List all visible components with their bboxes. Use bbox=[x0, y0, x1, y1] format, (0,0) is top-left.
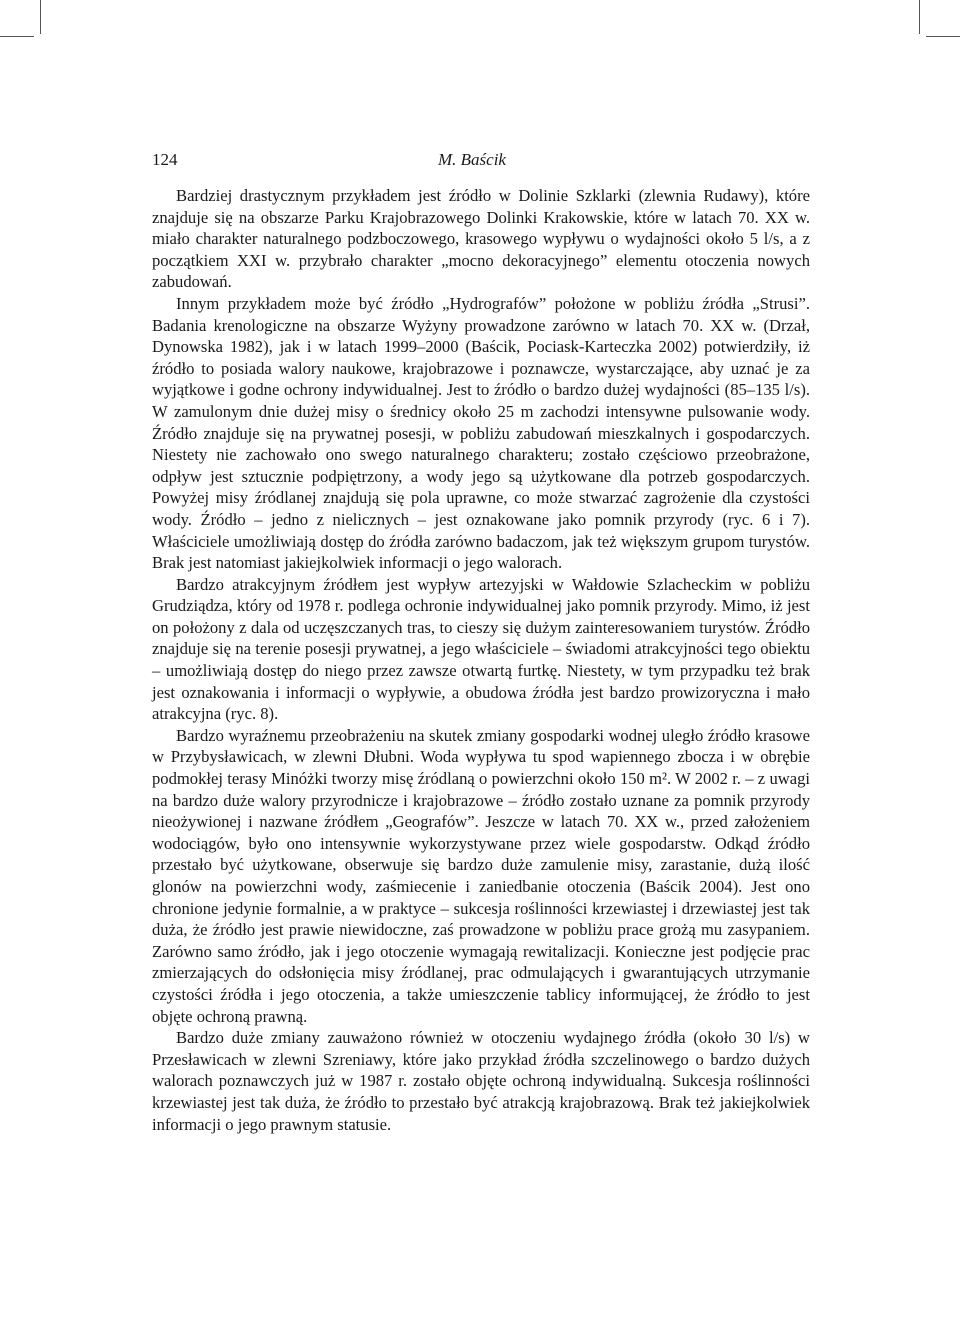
page-number: 124 bbox=[152, 150, 178, 169]
paragraph: Bardziej drastycznym przykładem jest źródło w Dolinie Szklarki (zlewnia Rudawy), które znajduje się na obszarze Parku Krajobrazowego Dolinki Krakowskie, które w latach 70. XX w. miało charakter naturalnego podzboczowego, krasowego wypływu o wydajności około 5 l/s, a z początkiem XXI w. przybrało charakter „mocno dekoracyjnego” elementu otoczenia nowych zabudowań. bbox=[152, 186, 810, 292]
paragraph: Bardzo duże zmiany zauważono również w otoczeniu wydajnego źródła (około 30 l/s) w Przesławicach w zlewni Szreniawy, które jako przykład źródła szczelinowego o bardzo dużych walorach poznawczych już w 1987 r. zostało objęte ochroną indywidualną. Sukcesja roślinności krzewiastej jest tak duża, że źródło to przestało być atrakcją krajobrazową. Brak też jakiejkolwiek informacji o jego prawnym statusie. bbox=[152, 1028, 810, 1134]
running-head: M. Baścik bbox=[438, 150, 506, 169]
crop-mark-top-right bbox=[926, 36, 960, 37]
page-header bbox=[152, 150, 810, 174]
crop-mark-top-right bbox=[919, 0, 920, 34]
paragraph: Bardzo atrakcyjnym źródłem jest wypływ artezyjski w Wałdowie Szlacheckim w pobliżu Grudziądza, który od 1978 r. podlega ochronie indywidualnej jako pomnik przyrody. Mimo, iż jest on położony z dala od uczęszczanych tras, to cieszy się dużym zainteresowaniem turystów. Źródło znajduje się na terenie posesji prywatnej, a jego właściciele – świadomi atrakcyjności tego obiektu – umożliwiają dostęp do niego przez zawsze otwartą furtkę. Niestety, w tym przypadku też brak jest oznakowania i informacji o wypływie, a obudowa źródła jest bardzo prowizoryczna i mało atrakcyjna (ryc. 8). bbox=[152, 574, 810, 724]
crop-mark-top-left bbox=[40, 0, 41, 34]
body-text bbox=[152, 185, 810, 1135]
paragraph: Bardzo wyraźnemu przeobrażeniu na skutek zmiany gospodarki wodnej uległo źródło krasowe w Przybysławicach, w zlewni Dłubni. Woda wypływa tu spod wapiennego zbocza i w obrębie podmokłej terasy Minóżki tworzy misę źródlaną o powierzchni około 150 m². W 2002 r. – z uwagi na bardzo duże walory przyrodnicze i krajobrazowe – źródło zostało uznane za pomnik przyrody nieożywionej i nazwane źródłem „Geografów”. Jeszcze w latach 70. XX w., przed założeniem wodociągów, było ono intensywnie wykorzystywane przez wiele gospodarstw. Odkąd źródło przestało być użytkowane, obserwuje się bardzo duże zamulenie misy, zarastanie, dużą ilość glonów na powierzchni wody, zaśmiecenie i zaniedbanie otoczenia (Baścik 2004). Jest ono chronione jedynie formalnie, a w praktyce – sukcesja roślinności krzewiastej i drzewiastej jest tak duża, że źródło jest prawie niewidoczne, zaś prowadzone w pobliżu prace grożą mu zasypaniem. Zarówno samo źródło, jak i jego otoczenie wymagają rewitalizacji. Konieczne jest podjęcie prac zmierzających do odsłonięcia misy źródlanej, prac odmulających i gwarantujących utrzymanie czystości źródła i jego otoczenia, a także umieszczenie tablicy informującej, że źródło to jest objęte ochroną prawną. bbox=[152, 725, 810, 1026]
paragraph: Innym przykładem może być źródło „Hydrografów” położone w pobliżu źródła „Strusi”. Badania krenologiczne na obszarze Wyżyny prowadzone zarówno w latach 70. XX w. (Drzał, Dynowska 1982), jak i w latach 1999–2000 (Baścik, Pociask-Karteczka 2002) potwierdziły, iż źródło to posiada walory naukowe, krajobrazowe i poznawcze, wystarczające, aby uznać je za wyjątkowe i godne ochrony indywidualnej. Jest to źródło o bardzo dużej wydajności (85–135 l/s). W zamulonym dnie dużej misy o średnicy około 25 m zachodzi intensywne pulsowanie wody. Źródło znajduje się na prywatnej posesji, w pobliżu zabudowań mieszkalnych i gospodarczych. Niestety nie zachowało ono swego naturalnego charakteru; zostało częściowo przeobrażone, odpływ jest sztucznie podpiętrzony, a wody jego są użytkowane dla potrzeb gospodarczych. Powyżej misy źródlanej znajdują się pola uprawne, co może stwarzać zagrożenie dla czystości wody. Źródło – jedno z nielicznych – jest oznakowane jako pomnik przyrody (ryc. 6 i 7). Właściciele umożliwiają dostęp do źródła zarówno badaczom, jak też większym grupom turystów. Brak jest natomiast jakiejkolwiek informacji o jego walorach. bbox=[152, 293, 810, 573]
crop-mark-top-left bbox=[0, 36, 34, 37]
